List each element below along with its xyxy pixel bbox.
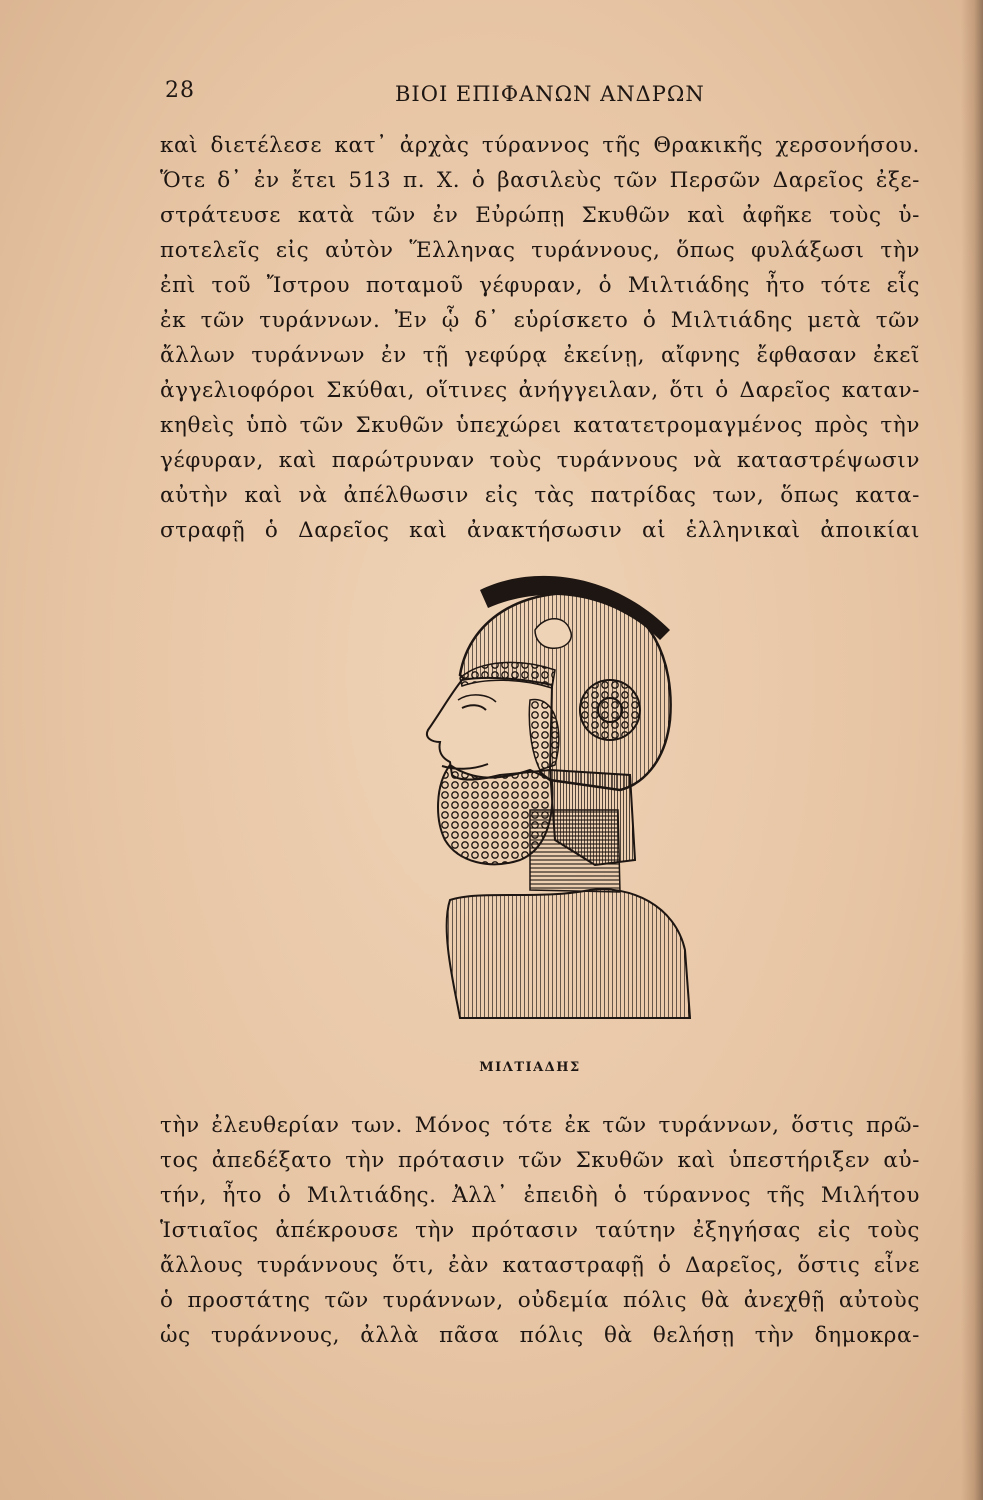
text-line: ἐπὶ τοῦ Ἴστρου ποταμοῦ γέφυραν, ὁ Μιλτιάδης ἦτο τότε εἷς xyxy=(160,273,920,298)
text-line: τὴν ἐλευθερίαν των. Μόνος τότε ἐκ τῶν τυράννων, ὅστις πρῶ- xyxy=(160,1113,920,1138)
page-number: 28 xyxy=(165,78,195,103)
text-line: τήν, ἦτο ὁ Μιλτιάδης. Ἀλλ᾽ ἐπειδὴ ὁ τύραννος τῆς Μιλήτου xyxy=(160,1183,920,1208)
book-spine-shadow xyxy=(961,0,983,1500)
text-line: ἀγγελιοφόροι Σκύθαι, οἵτινες ἀνήγγειλαν, ὅτι ὁ Δαρεῖος καταν- xyxy=(160,378,920,403)
text-line: ποτελεῖς εἰς αὐτὸν Ἕλληνας τυράννους, ὅπως φυλάξωσι τὴν xyxy=(160,238,920,263)
text-line: ὡς τυράννους, ἀλλὰ πᾶσα πόλις θὰ θελήσῃ τὴν δημοκρα- xyxy=(160,1323,920,1348)
text-line: στράτευσε κατὰ τῶν ἐν Εὐρώπῃ Σκυθῶν καὶ ἀφῆκε τοὺς ὑ- xyxy=(160,203,920,228)
helmet-scroll-ornament xyxy=(580,680,640,740)
page-header xyxy=(165,74,925,114)
text-line: Ὅτε δ᾽ ἐν ἔτει 513 π. Χ. ὁ βασιλεὺς τῶν Περσῶν Δαρεῖος ἐξε- xyxy=(160,168,920,193)
paragraph-top xyxy=(160,128,920,548)
bust-shoulders xyxy=(447,889,690,1018)
helmet-griffin-ornament xyxy=(535,619,571,649)
paragraph-bottom xyxy=(160,1108,920,1353)
text-line: ἄλλους τυράννους ὅτι, ἐὰν καταστραφῇ ὁ Δαρεῖος, ὅστις εἶνε xyxy=(160,1253,920,1278)
text-line: κηθεὶς ὑπὸ τῶν Σκυθῶν ὑπεχώρει κατατετρομαγμένος πρὸς τὴν xyxy=(160,413,920,438)
text-line: αὐτὴν καὶ νὰ ἀπέλθωσιν εἰς τὰς πατρίδας των, ὅπως κατα- xyxy=(160,483,920,508)
text-line: καὶ διετέλεσε κατ᾽ ἀρχὰς τύραννος τῆς Θρακικῆς χερσονήσου. xyxy=(160,133,920,158)
text-line: Ἱστιαῖος ἀπέκρουσε τὴν πρότασιν ταύτην ἐξηγήσας εἰς τοὺς xyxy=(160,1218,920,1243)
text-line: στραφῇ ὁ Δαρεῖος καὶ ἀνακτήσωσιν αἱ ἑλληνικαὶ ἀποικίαι xyxy=(160,518,920,543)
text-line: ἐκ τῶν τυράννων. Ἐν ᾧ δ᾽ εὑρίσκετο ὁ Μιλτιάδης μετὰ τῶν xyxy=(160,308,920,333)
miltiades-portrait-engraving xyxy=(380,570,710,1020)
text-line: ὁ προστάτης τῶν τυράννων, οὐδεμία πόλις θὰ ἀνεχθῇ αὐτοὺς xyxy=(160,1288,920,1313)
running-title: ΒΙΟΙ ΕΠΙΦΑΝΩΝ ΑΝΔΡΩΝ xyxy=(395,82,705,106)
text-line: ἄλλων τυράννων ἐν τῇ γεφύρᾳ ἐκείνῃ, αἴφνης ἔφθασαν ἐκεῖ xyxy=(160,343,920,368)
text-line: γέφυραν, καὶ παρώτρυναν τοὺς τυράννους νὰ καταστρέψωσιν xyxy=(160,448,920,473)
beard xyxy=(438,765,552,864)
portrait-caption: ΜΙΛΤΙΑΔΗΣ xyxy=(479,1060,581,1075)
text-line: τος ἀπεδέξατο τὴν πρότασιν τῶν Σκυθῶν καὶ ὑπεστήριξεν αὐ- xyxy=(160,1148,920,1173)
